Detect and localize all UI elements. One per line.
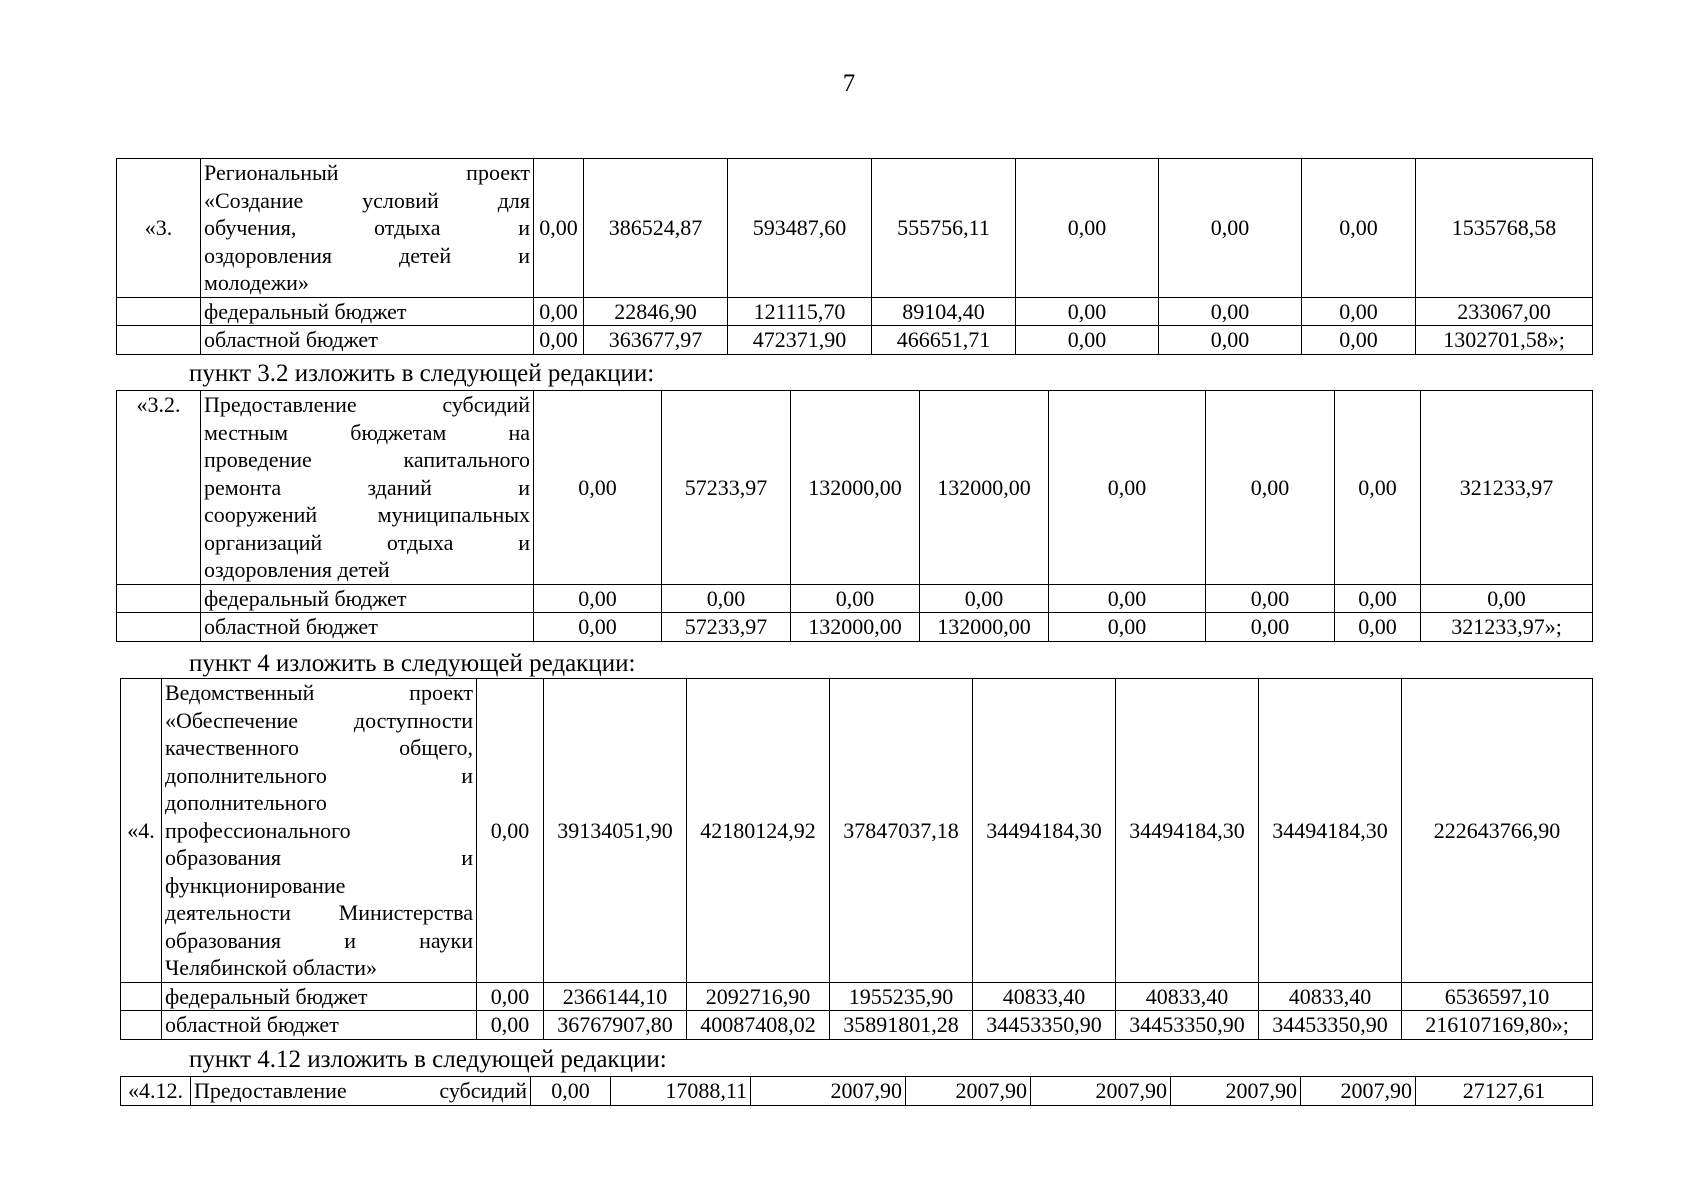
name-line: деятельности Министерства: [165, 900, 473, 925]
name-line: качественного общего,: [165, 735, 473, 760]
value-cell: 0,00: [1421, 584, 1593, 613]
value-cell: 40087408,02: [687, 1011, 830, 1040]
value-cell: 89104,40: [872, 297, 1016, 326]
name-line: местным бюджетам на: [204, 419, 530, 445]
value-cell: 132000,00: [791, 391, 920, 585]
table-row: [117, 391, 1593, 585]
name-line: ремонта зданий и: [204, 474, 530, 500]
funding-source-label: федеральный бюджет: [162, 982, 477, 1011]
value-cell: 0,00: [534, 326, 584, 355]
name-line: сооружений муниципальных: [204, 502, 530, 527]
row-index: «3.2.: [117, 391, 201, 585]
empty-cell: [121, 1011, 162, 1040]
name-line: функционирование: [165, 872, 346, 898]
row-index: «4.: [121, 679, 162, 983]
table-row: [121, 1077, 1593, 1106]
value-cell: 2092716,90: [687, 982, 830, 1011]
value-cell: 2007,90: [1031, 1077, 1171, 1106]
value-cell: 17088,11: [611, 1077, 751, 1106]
funding-source-label: областной бюджет: [201, 326, 534, 355]
value-cell: 1535768,58: [1416, 159, 1593, 298]
value-cell: 363677,97: [584, 326, 728, 355]
name-line: организаций отдыха и: [204, 529, 530, 555]
value-cell: 121115,70: [728, 297, 872, 326]
name-line: Предоставление субсидий: [204, 392, 530, 417]
value-cell: 42180124,92: [687, 679, 830, 983]
page-number: 7: [842, 70, 856, 97]
empty-cell: [117, 297, 201, 326]
value-cell: 386524,87: [584, 159, 728, 298]
value-cell: 57233,97: [662, 391, 791, 585]
value-cell: 37847037,18: [830, 679, 973, 983]
funding-source-label: федеральный бюджет: [201, 297, 534, 326]
value-cell: 0,00: [662, 584, 791, 613]
value-cell: 0,00: [1016, 297, 1159, 326]
heading-section-4: пункт 4 изложить в следующей редакции:: [189, 650, 636, 677]
value-cell: 0,00: [1159, 326, 1302, 355]
value-cell: 0,00: [1302, 297, 1416, 326]
funding-source-label: областной бюджет: [201, 613, 534, 642]
value-cell: 34453350,90: [1116, 1011, 1259, 1040]
table-row: [117, 584, 1593, 613]
row-index: «3.: [117, 159, 201, 298]
heading-section-3-2: пункт 3.2 изложить в следующей редакции:: [189, 360, 655, 387]
table-row: [117, 159, 1593, 298]
value-cell: 0,00: [1049, 613, 1206, 642]
value-cell: 40833,40: [1116, 982, 1259, 1011]
row-name: [162, 679, 477, 983]
value-cell: 321233,97»;: [1421, 613, 1593, 642]
value-cell: 34453350,90: [973, 1011, 1116, 1040]
value-cell: 0,00: [534, 391, 662, 585]
name-line: образования и: [165, 845, 473, 870]
value-cell: 0,00: [534, 584, 662, 613]
value-cell: 472371,90: [728, 326, 872, 355]
value-cell: 0,00: [1302, 159, 1416, 298]
table-section-4-12: [120, 1076, 1593, 1106]
table-section-3-2: [116, 390, 1593, 642]
name-line: профессионального: [165, 817, 351, 843]
value-cell: 57233,97: [662, 613, 791, 642]
value-cell: 36767907,80: [544, 1011, 687, 1040]
value-cell: 0,00: [534, 297, 584, 326]
name-line: дополнительного и: [165, 762, 473, 788]
value-cell: 555756,11: [872, 159, 1016, 298]
value-cell: 0,00: [1016, 159, 1159, 298]
table-row: [117, 613, 1593, 642]
value-cell: 0,00: [1302, 326, 1416, 355]
table-section-3: [116, 158, 1593, 355]
name-line: «Обеспечение доступности: [165, 707, 473, 733]
value-cell: 0,00: [477, 679, 544, 983]
value-cell: 0,00: [477, 982, 544, 1011]
empty-cell: [117, 613, 201, 642]
value-cell: 0,00: [531, 1077, 611, 1106]
name-line: образования и науки: [165, 927, 473, 953]
value-cell: 466651,71: [872, 326, 1016, 355]
value-cell: 34494184,30: [973, 679, 1116, 983]
value-cell: 216107169,80»;: [1402, 1011, 1593, 1040]
empty-cell: [117, 584, 201, 613]
value-cell: 132000,00: [920, 613, 1049, 642]
value-cell: 22846,90: [584, 297, 728, 326]
value-cell: 132000,00: [920, 391, 1049, 585]
row-name: [201, 159, 534, 298]
row-index: «4.12.: [121, 1077, 191, 1106]
value-cell: 222643766,90: [1402, 679, 1593, 983]
table-row: [121, 679, 1593, 983]
value-cell: 2007,90: [751, 1077, 906, 1106]
funding-source-label: федеральный бюджет: [201, 584, 534, 613]
value-cell: 34453350,90: [1259, 1011, 1402, 1040]
row-name: [201, 391, 534, 585]
value-cell: 0,00: [1206, 613, 1335, 642]
name-line: проведение капитального: [204, 447, 530, 472]
value-cell: 2007,90: [1301, 1077, 1416, 1106]
value-cell: 0,00: [1335, 584, 1421, 613]
value-cell: 34494184,30: [1259, 679, 1402, 983]
value-cell: 0,00: [1159, 159, 1302, 298]
name-line: Региональный проект: [204, 160, 530, 185]
name-line: «Создание условий для: [204, 187, 530, 213]
value-cell: 233067,00: [1416, 297, 1593, 326]
table-section-4: [120, 678, 1593, 1040]
name-line: дополнительного: [165, 790, 327, 815]
value-cell: 0,00: [534, 159, 584, 298]
row-name: Предоставление субсидий: [191, 1077, 531, 1106]
value-cell: 1302701,58»;: [1416, 326, 1593, 355]
value-cell: 2366144,10: [544, 982, 687, 1011]
value-cell: 2007,90: [1171, 1077, 1301, 1106]
value-cell: 0,00: [1159, 297, 1302, 326]
value-cell: 0,00: [1206, 391, 1335, 585]
funding-source-label: областной бюджет: [162, 1011, 477, 1040]
name-line: Ведомственный проект: [165, 680, 473, 705]
value-cell: 0,00: [1049, 391, 1206, 585]
value-cell: 35891801,28: [830, 1011, 973, 1040]
value-cell: 40833,40: [973, 982, 1116, 1011]
value-cell: 1955235,90: [830, 982, 973, 1011]
empty-cell: [117, 326, 201, 355]
name-line: обучения, отдыха и: [204, 215, 530, 240]
value-cell: 593487,60: [728, 159, 872, 298]
table-row: [121, 1011, 1593, 1040]
value-cell: 0,00: [1016, 326, 1159, 355]
value-cell: 39134051,90: [544, 679, 687, 983]
heading-section-4-12: пункт 4.12 изложить в следующей редакции:: [189, 1046, 667, 1073]
value-cell: 0,00: [1049, 584, 1206, 613]
name-line: Челябинской области»: [165, 955, 378, 980]
value-cell: 27127,61: [1416, 1077, 1593, 1106]
table-row: [117, 297, 1593, 326]
value-cell: 0,00: [791, 584, 920, 613]
value-cell: 0,00: [1335, 391, 1421, 585]
value-cell: 34494184,30: [1116, 679, 1259, 983]
table-row: [117, 326, 1593, 355]
value-cell: 2007,90: [906, 1077, 1031, 1106]
empty-cell: [121, 982, 162, 1011]
value-cell: 0,00: [920, 584, 1049, 613]
value-cell: 0,00: [534, 613, 662, 642]
name-line: молодежи»: [204, 270, 309, 295]
value-cell: 321233,97: [1421, 391, 1593, 585]
value-cell: 40833,40: [1259, 982, 1402, 1011]
table-row: [121, 982, 1593, 1011]
value-cell: 0,00: [1206, 584, 1335, 613]
value-cell: 132000,00: [791, 613, 920, 642]
value-cell: 0,00: [1335, 613, 1421, 642]
value-cell: 0,00: [477, 1011, 544, 1040]
name-line: оздоровления детей и: [204, 242, 530, 268]
value-cell: 6536597,10: [1402, 982, 1593, 1011]
name-line: оздоровления детей: [204, 557, 390, 582]
